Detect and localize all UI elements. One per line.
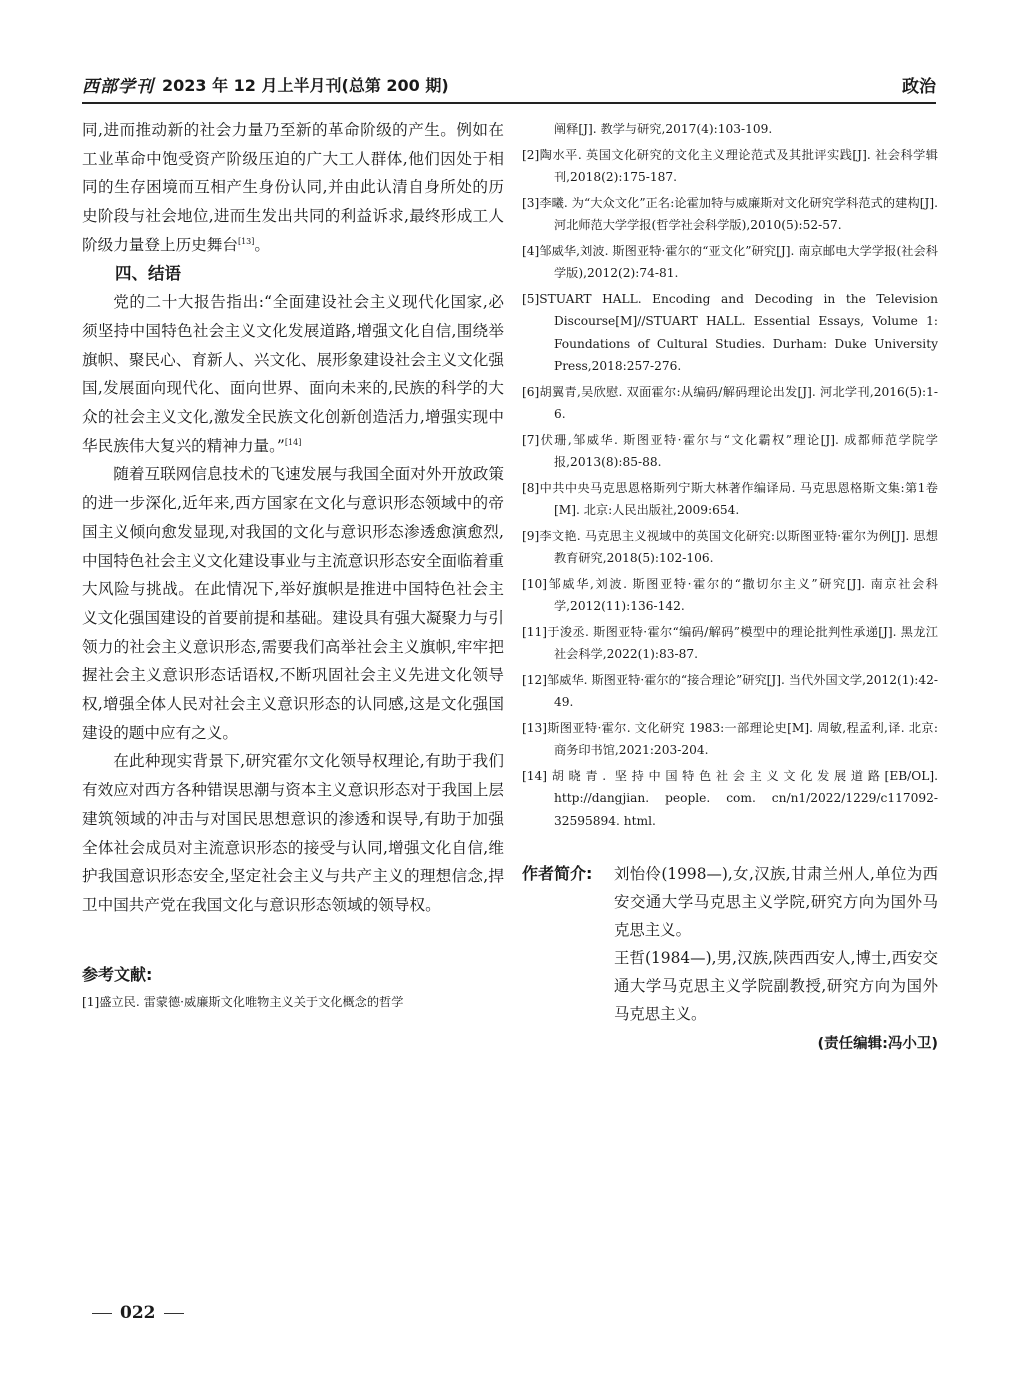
paragraph-text: 党的二十大报告指出:“全面建设社会主义现代化国家,必须坚持中国特色社会主义文化发展道路,增强文化自信,围绕举旗帜、聚民心、育新人、兴文化、展形象建设社会主义文化强国,发展面向现代化、面向世界、面向未来的,民族的科学的大众的社会主义文化,激发全民族文化创新创造活力,增强实现中华民族伟大复兴的精神力量。”: [82, 293, 504, 455]
reference-5: [5]STUART HALL. Encoding and Decoding in the Television Discourse[M]//STUART HALL. Essential Essays, Volume 1: Foundations of Cultural Studies. Durham: Duke University Press,2018:257-276.: [522, 291, 938, 373]
page-header: [82, 70, 936, 104]
author-info: [522, 860, 938, 1028]
paragraph-continued: [82, 116, 504, 260]
author-label: 作者简介:: [522, 864, 593, 883]
reference-3: [3]李曦. 为“大众文化”正名:论霍加特与威廉斯对文化研究学科范式的建构[J]. 河北师范大学学报(哲学社会科学版),2010(5):52-57.: [522, 195, 938, 232]
left-column: [82, 116, 504, 1015]
reference-7: [7]伏珊,邹威华. 斯图亚特·霍尔与“文化霸权”理论[J]. 成都师范学院学报,2013(8):85-88.: [522, 432, 938, 469]
right-column: [522, 118, 938, 1053]
reference-9: [9]李文艳. 马克思主义视域中的英国文化研究:以斯图亚特·霍尔为例[J]. 思想教育研究,2018(5):102-106.: [522, 528, 938, 565]
paragraph-end: 。: [254, 235, 270, 254]
reference-1-continued: 阐释[J]. 教学与研究,2017(4):103-109.: [554, 122, 773, 136]
paragraph-1: [82, 288, 504, 460]
references-title: 参考文献:: [82, 964, 153, 984]
responsible-editor: (责任编辑:冯小卫): [817, 1036, 938, 1052]
section-heading: 四、结语: [115, 263, 181, 283]
reference-6: [6]胡翼青,吴欣慰. 双面霍尔:从编码/解码理论出发[J]. 河北学刊,2016(5):1-6.: [522, 384, 938, 421]
reference-2: [2]陶水平. 英国文化研究的文化主义理论范式及其批评实践[J]. 社会科学辑刊,2018(2):175-187.: [522, 147, 938, 184]
dash-left: [92, 1313, 112, 1314]
paragraph-3: 在此种现实背景下,研究霍尔文化领导权理论,有助于我们有效应对西方各种错误思潮与资本主义意识形态对于我国上层建筑领域的冲击与对国民思想意识的渗透和误导,有助于加强全体社会成员对主流意识形态的接受与认同,增强文化自信,维护我国意识形态安全,坚定社会主义与共产主义的理想信念,捍卫中国共产党在我国文化与意识形态领域的领导权。: [82, 752, 504, 914]
reference-10: [10]邹威华,刘波. 斯图亚特·霍尔的“撒切尔主义”研究[J]. 南京社会科学,2012(11):136-142.: [522, 576, 938, 613]
reference-1: [1]盛立民. 雷蒙德·威廉斯文化唯物主义关于文化概念的哲学: [82, 994, 404, 1009]
page-number-text: 022: [120, 1303, 156, 1323]
reference-13: [13]斯图亚特·霍尔. 文化研究 1983:一部理论史[M]. 周敏,程孟利,译. 北京:商务印书馆,2021:203-204.: [522, 720, 938, 757]
reference-4: [4]邹威华,刘波. 斯图亚特·霍尔的“亚文化”研究[J]. 南京邮电大学学报(社会科学版),2012(2):74-81.: [522, 243, 938, 280]
page-number: [92, 1303, 184, 1323]
citation-13: [13]: [237, 236, 255, 246]
issue-info: 2023 年 12 月上半月刊(总第 200 期): [162, 76, 449, 95]
reference-14: [14]胡晓青. 坚持中国特色社会主义文化发展道路[EB/OL]. http://dangjian. people. com. cn/n1/2022/1229/c117092-32595894. html.: [522, 768, 938, 828]
paragraph-text: 同,进而推动新的社会力量乃至新的革命阶级的产生。例如在工业革命中饱受资产阶级压迫的广大工人群体,他们因处于相同的生存困境而互相产生身份认同,并由此认清自身所处的历史阶段与社会地位,进而生发出共同的利益诉求,最终形成工人阶级力量登上历史舞台: [82, 121, 504, 254]
paragraph-2: 随着互联网信息技术的飞速发展与我国全面对外开放政策的进一步深化,近年来,西方国家在文化与意识形态领域中的帝国主义倾向愈发显现,对我国的文化与意识形态渗透愈演愈烈,中国特色社会主义文化建设事业与主流意识形态安全面临着重大风险与挑战。在此情况下,举好旗帜是推进中国特色社会主义文化强国建设的首要前提和基础。建设具有强大凝聚力与引领力的社会主义意识形态,需要我们高举社会主义旗帜,牢牢把握社会主义意识形态话语权,不断巩固社会主义先进文化领导权,增强全体人民对社会主义意识形态的认同感,这是文化强国建设的题中应有之义。: [82, 465, 504, 742]
reference-8: [8]中共中央马克思恩格斯列宁斯大林著作编译局. 马克思恩格斯文集:第1卷[M]. 北京:人民出版社,2009:654.: [522, 480, 938, 517]
citation-14: [14]: [284, 437, 302, 447]
reference-12: [12]邹威华. 斯图亚特·霍尔的“接合理论”研究[J]. 当代外国文学,2012(1):42-49.: [522, 672, 938, 709]
journal-name: 西部学刊: [82, 77, 154, 97]
reference-list: [522, 118, 938, 832]
author-1: 刘怡伶(1998—),女,汉族,甘肃兰州人,单位为西安交通大学马克思主义学院,研究方向为国外马克思主义。: [614, 865, 938, 939]
author-2: 王哲(1984—),男,汉族,陕西西安人,博士,西安交通大学马克思主义学院副教授,研究方向为国外马克思主义。: [614, 949, 938, 1023]
dash-right: [164, 1313, 184, 1314]
reference-11: [11]于浚丞. 斯图亚特·霍尔“编码/解码”模型中的理论批判性承递[J]. 黑龙江社会科学,2022(1):83-87.: [522, 624, 938, 661]
section-name: 政治: [902, 77, 936, 97]
